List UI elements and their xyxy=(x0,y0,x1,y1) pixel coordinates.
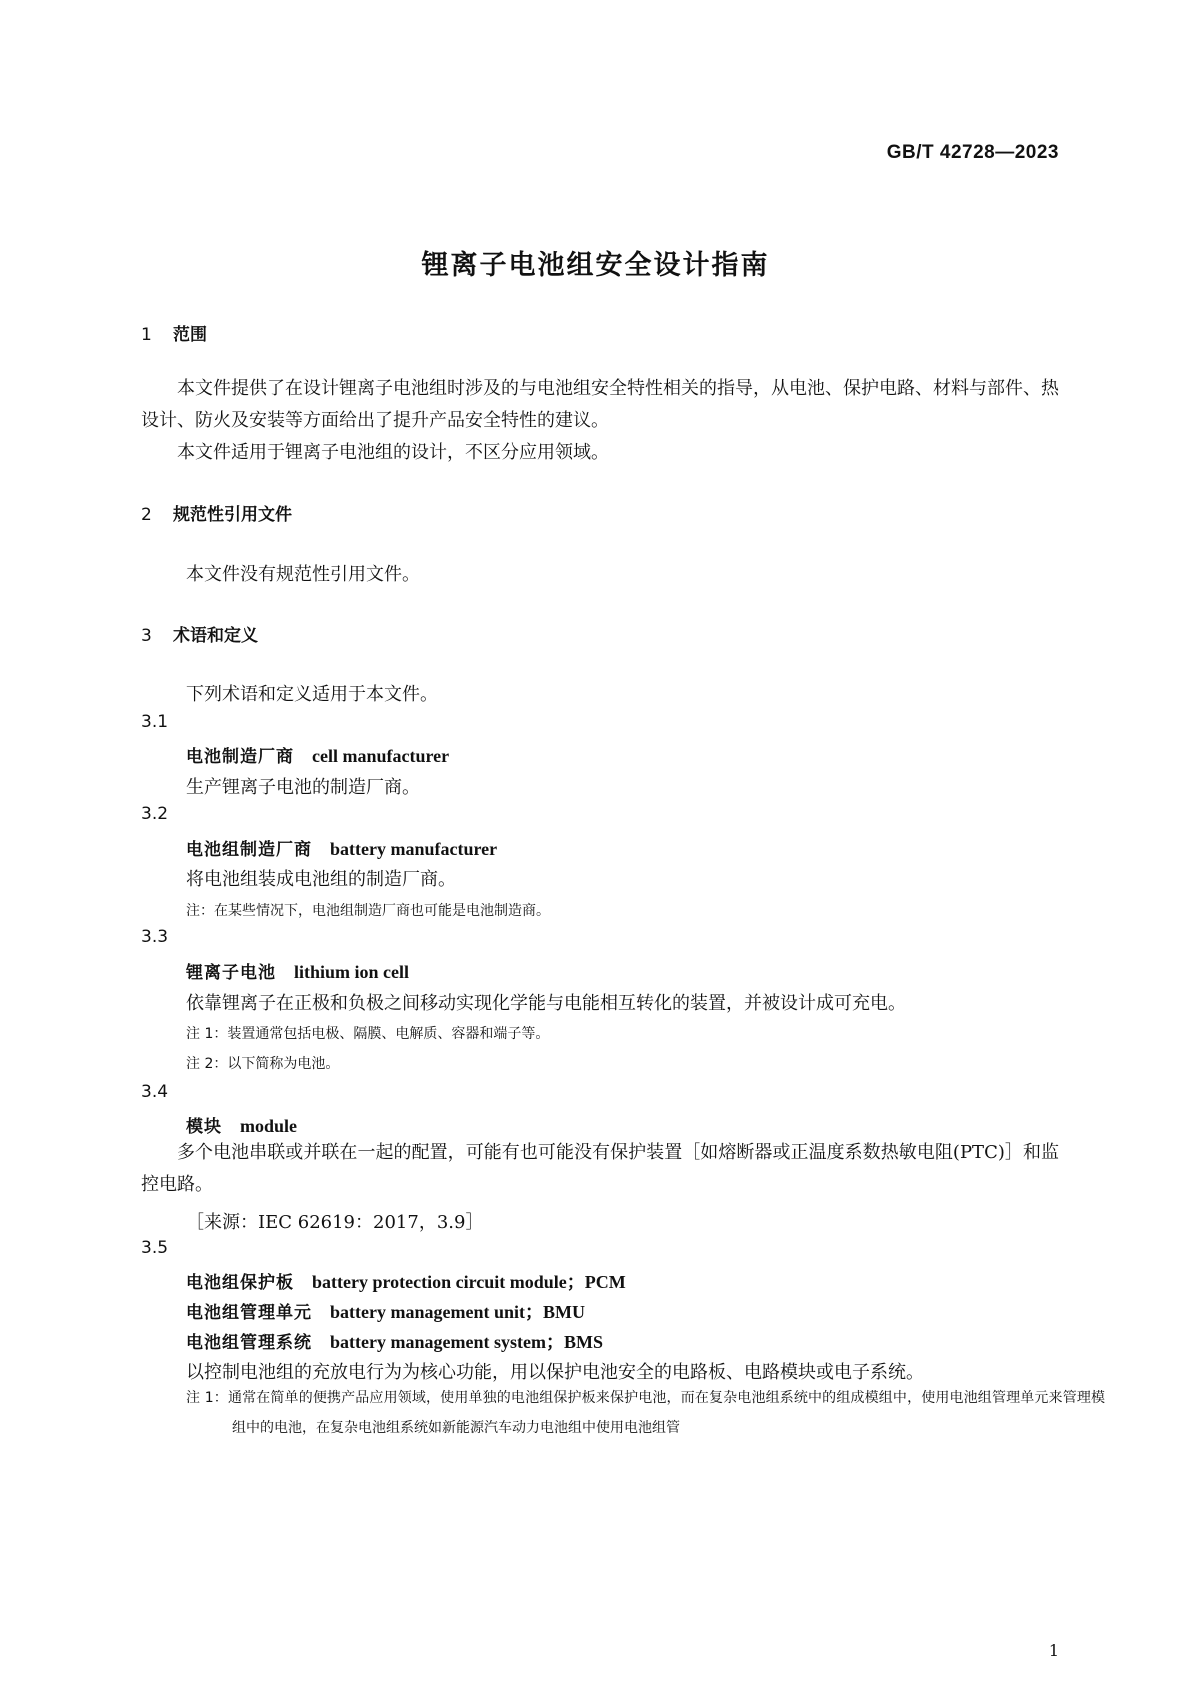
term-3-1 xyxy=(186,742,449,767)
term-definition-3-1: 生产锂离子电池的制造厂商。 xyxy=(186,777,420,798)
term-3-5-bmu xyxy=(186,1298,585,1324)
section-number: 1 xyxy=(141,325,152,345)
term-number-3-5: 3.5 xyxy=(141,1238,169,1258)
term-en: module xyxy=(240,1116,298,1136)
document-title: 锂离子电池组安全设计指南 xyxy=(421,250,770,281)
term-3-5-bms xyxy=(186,1328,603,1354)
term-3-3 xyxy=(186,958,409,983)
note-label: 注 1： xyxy=(186,1026,228,1042)
scope-paragraph-2: 本文件适用于锂离子电池组的设计，不区分应用领域。 xyxy=(177,442,609,463)
term-definition-3-2: 将电池组装成电池组的制造厂商。 xyxy=(186,869,456,890)
term-en: battery protection circuit module；PCM xyxy=(312,1272,626,1292)
section-heading-normative xyxy=(141,500,292,525)
standard-number: GB/T 42728—2023 xyxy=(886,142,1059,163)
note-label: 注 2： xyxy=(186,1056,228,1072)
term-number-3-2: 3.2 xyxy=(141,804,169,824)
note-label: 注： xyxy=(186,903,214,919)
term-zh: 电池组保护板 xyxy=(186,1273,294,1293)
note-label: 注 1： xyxy=(186,1390,228,1406)
term-en: lithium ion cell xyxy=(294,962,410,982)
note-text: 装置通常包括电极、隔膜、电解质、容器和端子等。 xyxy=(227,1026,550,1042)
term-3-5-pcm xyxy=(186,1268,626,1294)
section-title: 规范性引用文件 xyxy=(173,505,292,525)
note-text: 以下简称为电池。 xyxy=(227,1056,340,1072)
term-en: battery management unit；BMU xyxy=(330,1302,585,1322)
normative-paragraph: 本文件没有规范性引用文件。 xyxy=(186,564,420,585)
scope-paragraph-1: 本文件提供了在设计锂离子电池组时涉及的与电池组安全特性相关的指导，从电池、保护电路、材料与部件、热设计、防火及安装等方面给出了提升产品安全特性的建议。 xyxy=(141,378,1059,431)
term-3-2 xyxy=(186,835,497,860)
term-3-4 xyxy=(186,1112,297,1137)
term-number-3-3: 3.3 xyxy=(141,927,169,947)
term-zh: 电池制造厂商 xyxy=(186,747,294,767)
term-number-3-1: 3.1 xyxy=(141,712,169,732)
note-text: 通常在简单的便携产品应用领域，使用单独的电池组保护板来保护电池，而在复杂电池组系统中的组成模组中，使用电池组管理单元来管理模组中的电池，在复杂电池组系统如新能源汽车动力电池组中使用电池组管 xyxy=(227,1390,1105,1436)
term-definition-3-4: 多个电池串联或并联在一起的配置，可能有也可能没有保护装置［如熔断器或正温度系数热敏电阻(PTC)］和监控电路。 xyxy=(141,1142,1059,1195)
term-zh: 电池组管理系统 xyxy=(186,1333,312,1353)
note-text: 在某些情况下，电池组制造厂商也可能是电池制造商。 xyxy=(214,903,550,919)
term-zh: 锂离子电池 xyxy=(186,963,276,983)
section-number: 2 xyxy=(141,505,152,525)
term-en: battery management system；BMS xyxy=(330,1332,603,1352)
term-en: battery manufacturer xyxy=(330,839,498,859)
term-number-3-4: 3.4 xyxy=(141,1082,169,1102)
term-note-3-5-1 xyxy=(186,1383,1105,1443)
section-title: 范围 xyxy=(173,325,207,345)
term-definition-3-5: 以控制电池组的充放电行为为核心功能，用以保护电池安全的电路板、电路模块或电子系统。 xyxy=(186,1362,924,1383)
term-source-3-4: ［来源：IEC 62619：2017，3.9］ xyxy=(186,1212,484,1233)
term-note-3-3-1 xyxy=(186,1023,549,1043)
term-note-3-2 xyxy=(186,900,550,920)
section-number: 3 xyxy=(141,626,152,646)
term-zh: 模块 xyxy=(186,1117,222,1137)
page-number: 1 xyxy=(1048,1641,1059,1660)
term-definition-3-3: 依靠锂离子在正极和负极之间移动实现化学能与电能相互转化的装置，并被设计成可充电。 xyxy=(186,993,906,1014)
terms-intro: 下列术语和定义适用于本文件。 xyxy=(186,684,438,705)
section-heading-scope xyxy=(141,320,207,345)
section-title: 术语和定义 xyxy=(173,626,258,646)
term-note-3-3-2 xyxy=(186,1053,339,1073)
term-zh: 电池组制造厂商 xyxy=(186,840,312,860)
term-zh: 电池组管理单元 xyxy=(186,1303,312,1323)
term-en: cell manufacturer xyxy=(312,746,450,766)
section-heading-terms xyxy=(141,621,258,646)
